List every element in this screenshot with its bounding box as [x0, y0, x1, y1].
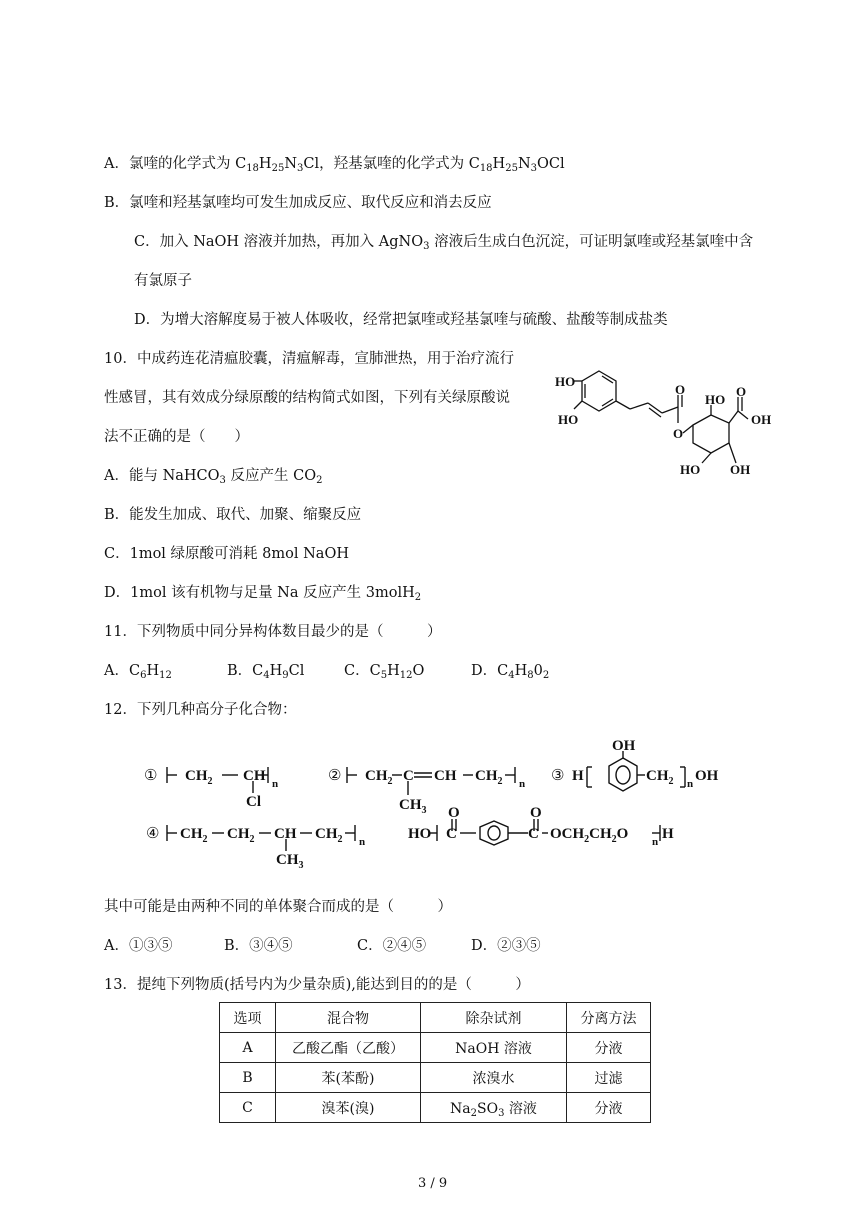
q9-option-d: D．为增大溶解度易于被人体吸收，经常把氯喹或羟基氯喹与硫酸、盐酸等制成盐类 [134, 312, 668, 328]
polymer-5-n: n [652, 836, 659, 848]
ho-label: HO [680, 462, 701, 477]
polymer-2-ch3: $CH_3$ [399, 797, 427, 816]
polymer-3-h: H [572, 768, 584, 784]
q9-option-c-cont: 有氯原子 [134, 273, 192, 289]
table-cell: 溴苯(溴) [276, 1093, 421, 1123]
q11-option-a: A．$C_6H_{12}$ [104, 663, 172, 681]
polymer-4-ch3: $CH_3$ [276, 852, 304, 871]
table-cell: NaOH 溶液 [421, 1033, 567, 1063]
polymer-1-ch2: $CH_2$ [185, 768, 213, 787]
polymer-4-ch: CH [274, 826, 297, 842]
o-label: O [673, 426, 684, 441]
polymer-3-oh-end: OH [695, 768, 719, 784]
table-header-cell: 选项 [220, 1003, 276, 1033]
polymer-1-number: ① [144, 768, 158, 784]
q13-stem: 13．提纯下列物质(括号内为少量杂质),能达到目的的是（ ） [104, 977, 530, 993]
table-header-row [220, 1003, 651, 1033]
polymer-5-o1: O [448, 805, 460, 821]
q11-option-c: C．$C_5H_{12}O$ [344, 663, 425, 681]
q12-option-a: A．①③⑤ [104, 938, 173, 954]
q11-option-d: D．$C_4H_80_2$ [471, 663, 550, 681]
polymer-5-o2: O [530, 805, 542, 821]
page-number: 3 / 9 [418, 1176, 448, 1191]
table-cell: C [220, 1093, 276, 1123]
q10-stem-1: 10．中成药连花清瘟胶囊，清瘟解毒，宣肺泄热，用于治疗流行 [104, 351, 514, 367]
polymer-5-h: H [662, 826, 674, 842]
polymer-5-c1: C [446, 826, 457, 842]
q12-option-c: C．②④⑤ [357, 938, 427, 954]
polymer-5-ho: HO [408, 826, 432, 842]
q10-stem-3: 法不正确的是（ ） [104, 429, 249, 445]
table-header-cell: 除杂试剂 [421, 1003, 567, 1033]
o-label: O [736, 384, 747, 399]
o-label: O [675, 382, 686, 397]
table-cell: $Na_2SO_3$ 溶液 [421, 1093, 567, 1123]
polymer-2-ch2b: $CH_2$ [475, 768, 503, 787]
polymer-1-ch: CH [243, 768, 266, 784]
q10-option-c: C．1mol 绿原酸可消耗 8mol NaOH [104, 546, 349, 562]
table-cell: 乙酸乙酯（乙酸） [276, 1033, 421, 1063]
polymer-4-ch2b: $CH_2$ [227, 826, 255, 845]
q10-stem-2: 性感冒，其有效成分绿原酸的结构简式如图，下列有关绿原酸说 [104, 390, 510, 406]
table-header-cell: 混合物 [276, 1003, 421, 1033]
polymer-5-c2: C [528, 826, 539, 842]
polymer-1-cl: Cl [246, 794, 261, 810]
polymer-5-tail: $OCH_2CH_2O$ [550, 826, 629, 845]
table-cell: A [220, 1033, 276, 1063]
polymer-2-c: C [403, 768, 414, 784]
ho-label: HO [705, 392, 726, 407]
q10-option-a: A．能与 NaHCO$_3$ 反应产生 $CO_2$ [104, 468, 323, 486]
table-cell: 分液 [567, 1033, 651, 1063]
q9-option-c: C．加入 NaOH 溶液并加热，再加入 AgNO$_3$ 溶液后生成白色沉淀，可证明氯喹或羟基氯喹中含 [134, 234, 754, 252]
q12-stem: 12．下列几种高分子化合物： [104, 702, 297, 718]
polymer-2-ch: CH [434, 768, 457, 784]
polymer-1-n: n [272, 778, 279, 790]
q13-table [219, 1002, 651, 1123]
table-header-cell: 分离方法 [567, 1003, 651, 1033]
q9-option-a: A．氯喹的化学式为 $C_{18}H_{25}N_3Cl$，羟基氯喹的化学式为 $C_{18}H_{25}N_3OCl$ [104, 156, 565, 174]
polymer-3-number: ③ [551, 768, 565, 784]
polymer-3-n: n [687, 778, 694, 790]
q10-option-b: B．能发生加成、取代、加聚、缩聚反应 [104, 507, 362, 523]
table-row [220, 1093, 651, 1123]
table-cell: 苯(苯酚) [276, 1063, 421, 1093]
polymer-3-oh-top: OH [612, 738, 636, 754]
polymer-2-ch2a: $CH_2$ [365, 768, 393, 787]
q10-option-d: D．1mol 该有机物与足量 Na 反应产生 3molH$_2$ [104, 585, 422, 603]
polymer-2-n: n [519, 778, 526, 790]
polymer-4-ch2a: $CH_2$ [180, 826, 208, 845]
table-cell: 分液 [567, 1093, 651, 1123]
polymer-2-number: ② [328, 768, 342, 784]
q12-option-d: D．②③⑤ [471, 938, 541, 954]
table-cell: B [220, 1063, 276, 1093]
ho-label: HO [555, 374, 576, 389]
chlorogenic-acid-structure [552, 365, 782, 480]
q12-question: 其中可能是由两种不同的单体聚合而成的是（ ） [104, 899, 452, 915]
polymer-4-n: n [359, 836, 366, 848]
polymer-3-ch2: $CH_2$ [646, 768, 674, 787]
q9-option-b: B．氯喹和羟基氯喹均可发生加成反应、取代反应和消去反应 [104, 195, 492, 211]
table-cell: 过滤 [567, 1063, 651, 1093]
oh-label: OH [751, 412, 772, 427]
polymer-structures [140, 735, 740, 875]
polymer-4-number: ④ [146, 826, 160, 842]
polymer-4-ch2c: $CH_2$ [315, 826, 343, 845]
table-row [220, 1063, 651, 1093]
ho-label: HO [558, 412, 579, 427]
table-row [220, 1033, 651, 1063]
q11-stem: 11．下列物质中同分异构体数目最少的是（ ） [104, 624, 442, 640]
oh-label: OH [730, 462, 751, 477]
q11-option-b: B．$C_4H_9Cl$ [227, 663, 305, 681]
q12-option-b: B．③④⑤ [224, 938, 293, 954]
table-cell: 浓溴水 [421, 1063, 567, 1093]
